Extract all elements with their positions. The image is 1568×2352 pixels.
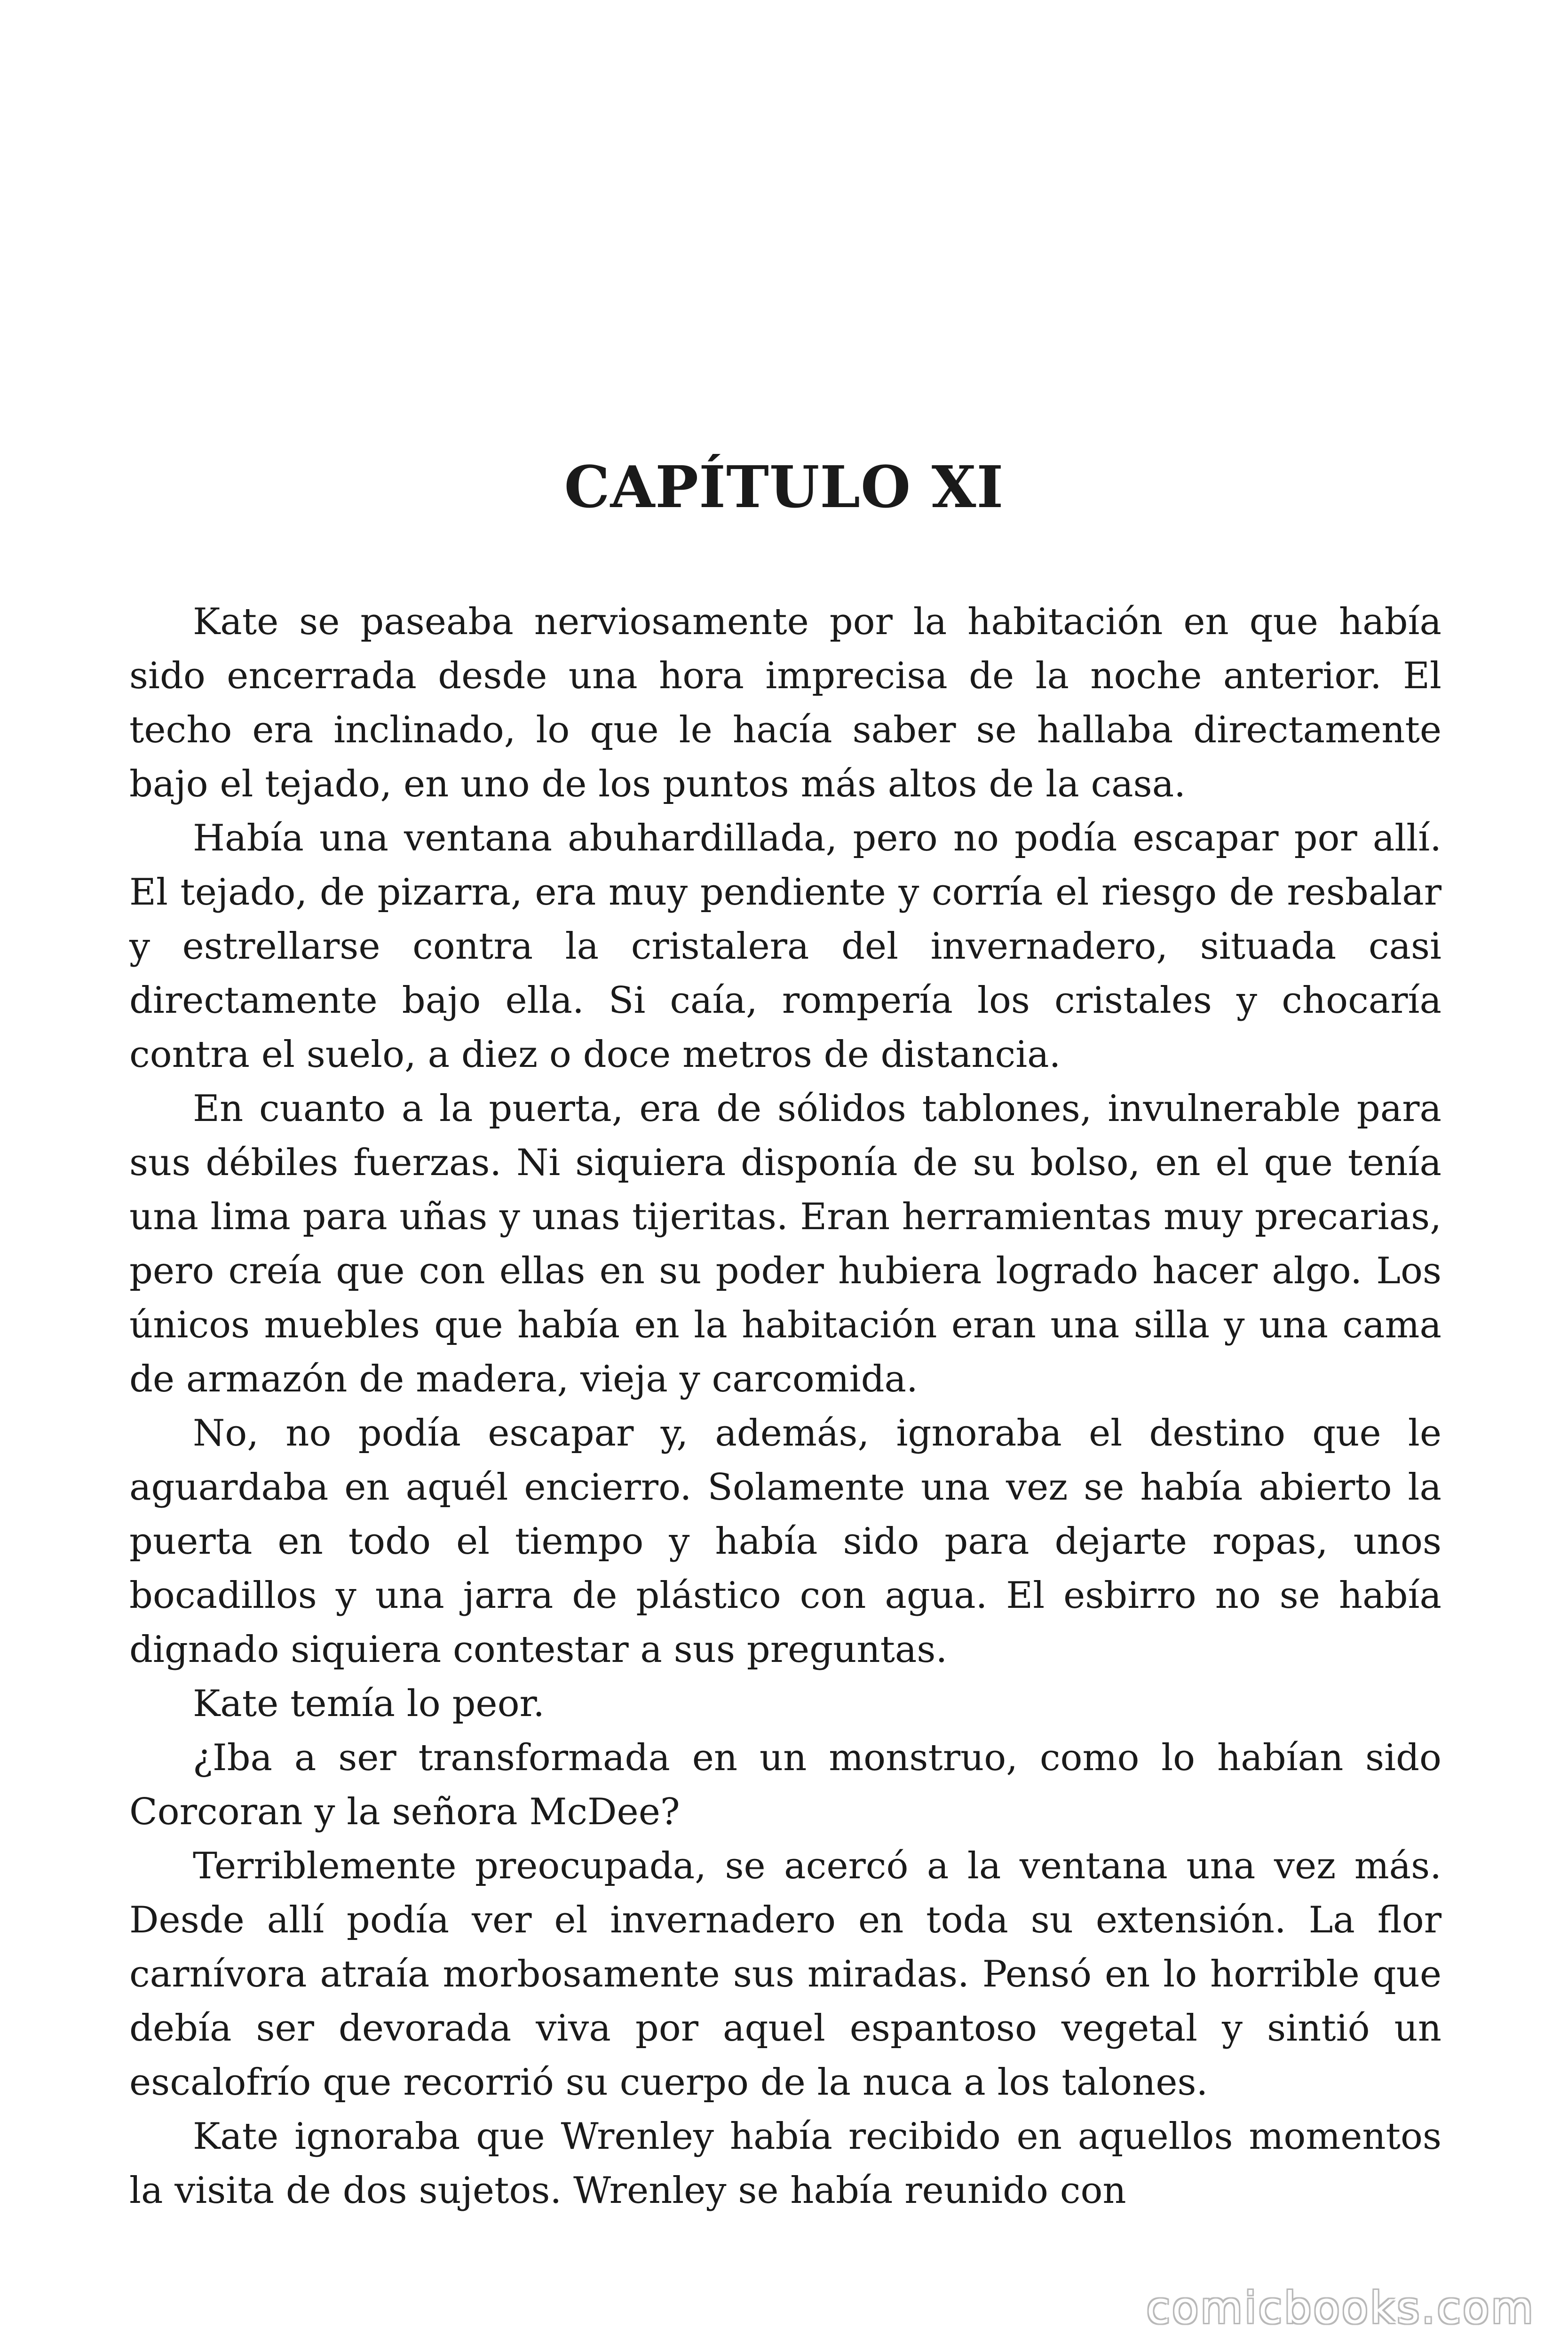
chapter-title: CAPÍTULO XI bbox=[564, 453, 1004, 521]
paragraph: Terriblemente preocupada, se acercó a la ventana una vez más. Desde allí podía ver el invernadero en toda su extensión. La flor carnívora atraía morbosamente sus miradas. Pensó en lo horrible que debía ser devorada viva por aquel espantoso vegetal y sintió un escalofrío que recorrió su cuerpo de la nuca a los talones. bbox=[129, 1845, 1441, 2104]
paragraph: Había una ventana abuhardillada, pero no podía escapar por allí. El tejado, de pizarra, era muy pendiente y corría el riesgo de resbalar y estrellarse contra la cristalera del invernadero, situada casi directamente bajo ella. Si caía, rompería los cristales y chocaría contra el suelo, a diez o doce metros de distancia. bbox=[129, 817, 1441, 1076]
paragraph: ¿Iba a ser transformada en un monstruo, como lo habían sido Corcoran y la señora McDee? bbox=[129, 1737, 1441, 1833]
paragraph: En cuanto a la puerta, era de sólidos tablones, invulnerable para sus débiles fuerzas. Ni siquiera disponía de su bolso, en el que tenía una lima para uñas y unas tijeritas. Eran herramientas muy precarias, pero creía que con ellas en su poder hubiera logrado hacer algo. Los únicos muebles que había en la habitación eran una silla y una cama de armazón de madera, vieja y carcomida. bbox=[129, 1088, 1441, 1400]
paragraph: No, no podía escapar y, además, ignoraba el destino que le aguardaba en aquél encierro. Solamente una vez se había abierto la puerta en todo el tiempo y había sido para dejarte ropas, unos bocadillos y una jarra de plástico con agua. El esbirro no se había dignado siquiera contestar a sus preguntas. bbox=[129, 1412, 1441, 1671]
paragraph: Kate temía lo peor. bbox=[193, 1683, 545, 1725]
chapter-body bbox=[129, 595, 1441, 2218]
watermark: comicbooks.com bbox=[1146, 2283, 1535, 2333]
paragraph: Kate se paseaba nerviosamente por la habitación en que había sido encerrada desde una hora imprecisa de la noche anterior. El techo era inclinado, lo que le hacía saber se hallaba directamente bajo el tejado, en uno de los puntos más altos de la casa. bbox=[129, 601, 1441, 805]
paragraph: Kate ignoraba que Wrenley había recibido en aquellos momentos la visita de dos sujetos. Wrenley se había reunido con bbox=[129, 2115, 1441, 2212]
